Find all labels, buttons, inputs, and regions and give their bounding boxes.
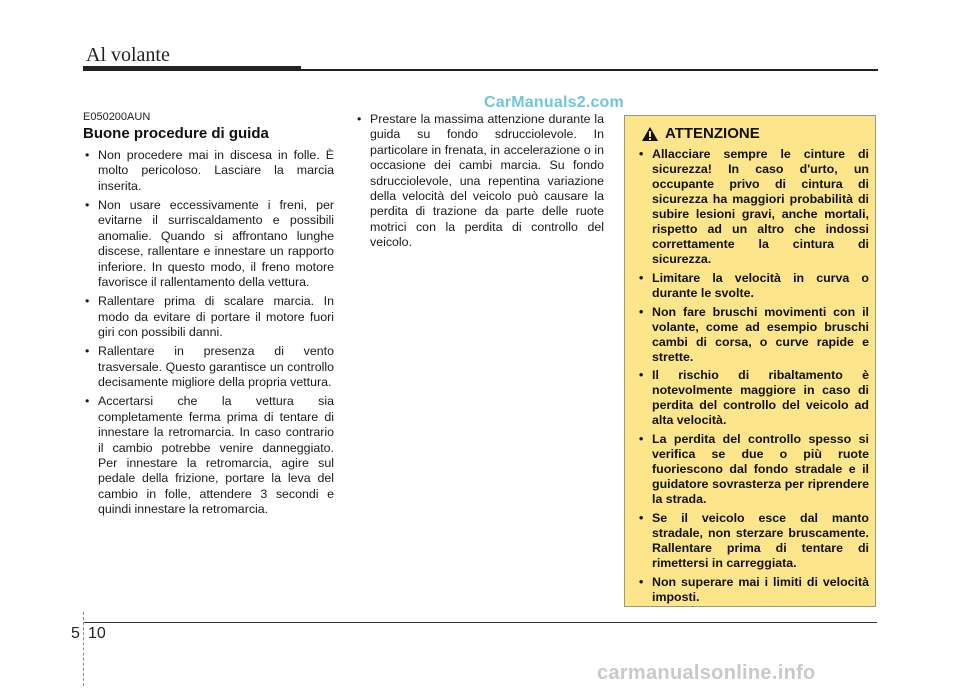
warning-item: • Non superare mai i limiti di velocità imposti. — [637, 575, 869, 605]
warning-item: • Il rischio di ribaltamento è notevolmente maggiore in caso di perdita del controllo del veicolo ad alta velocità. — [637, 368, 869, 428]
list-item: • Non usare eccessivamente i freni, per evitarne il surriscaldamento e possibili anomalie. Quando si affrontano lunghe discese, rallentare e innestare un rapporto inferiore. In questo modo, il freno motore favorisce il rallentamento della vettura. — [83, 198, 334, 290]
list-item: • Rallentare prima di scalare marcia. In modo da evitare di portare il motore fuori giri con possibili danni. — [83, 294, 334, 340]
warning-box — [624, 115, 876, 607]
warning-item: • La perdita del controllo spesso si verifica se due o più ruote fuoriescono dal fondo stradale e il guidatore sovrasterza per riprendere la strada. — [637, 432, 869, 507]
chapter-number: 5 — [71, 625, 80, 642]
warning-triangle-icon — [641, 126, 659, 142]
list-item: • Non procedere mai in discesa in folle. È molto pericoloso. Lasciare la marcia inserita. — [83, 148, 334, 194]
warning-list — [637, 147, 869, 609]
list-item: • Rallentare in presenza di vento trasversale. Questo garantisce un controllo decisamente migliore della propria vettura. — [83, 344, 334, 390]
footer-rule — [84, 622, 877, 623]
watermark-top: CarManuals2.com — [484, 94, 624, 111]
warning-title: ATTENZIONE — [665, 125, 760, 142]
warning-item: • Limitare la velocità in curva o durante le svolte. — [637, 271, 869, 301]
section-title: Buone procedure di guida — [83, 125, 269, 142]
section-code: E050200AUN — [83, 111, 151, 123]
warning-item: • Allacciare sempre le cinture di sicurezza! In caso d'urto, un occupante privo di cintura di sicurezza ha maggiori probabilità di subire lesioni gravi, anche mortali, rispetto ad un altro che indossi correttamente la cintura di sicurezza. — [637, 147, 869, 267]
guide-list-continued — [355, 112, 604, 251]
warning-header — [641, 125, 760, 142]
warning-item: • Non fare bruschi movimenti con il volante, come ad esempio bruschi cambi di corsa, o curve rapide e strette. — [637, 305, 869, 365]
header-rule-thin — [301, 69, 878, 71]
list-item: • Prestare la massima attenzione durante la guida su fondo sdrucciolevole. In particolare in frenata, in accelerazione o in occasione dei cambi marcia. Su fondo sdrucciolevole, una repentina variazione della velocità del veicolo può causare la perdita di trazione da parte delle ruote motrici con la perdita di controllo del veicolo. — [355, 112, 604, 251]
page-number: 10 — [88, 625, 106, 642]
guide-list — [83, 148, 334, 518]
watermark-bottom: carmanualsonline.info — [597, 662, 816, 684]
header-rule-thick — [83, 66, 301, 71]
list-item: • Accertarsi che la vettura sia completamente ferma prima di tentare di innestare la retromarcia. In caso contrario il cambio potrebbe venire danneggiato. Per innestare la retromarcia, agire sul pedale della frizione, portare la leva del cambio in folle, attendere 3 secondi e quindi innestare la retromarcia. — [83, 394, 334, 517]
page-header-title: Al volante — [86, 44, 170, 66]
text-column-1 — [83, 148, 334, 521]
footer-separator — [83, 612, 84, 686]
warning-item: • Se il veicolo esce dal manto stradale, non sterzare bruscamente. Rallentare prima di tentare di rimettersi in carreggiata. — [637, 511, 869, 571]
text-column-2 — [355, 112, 604, 254]
